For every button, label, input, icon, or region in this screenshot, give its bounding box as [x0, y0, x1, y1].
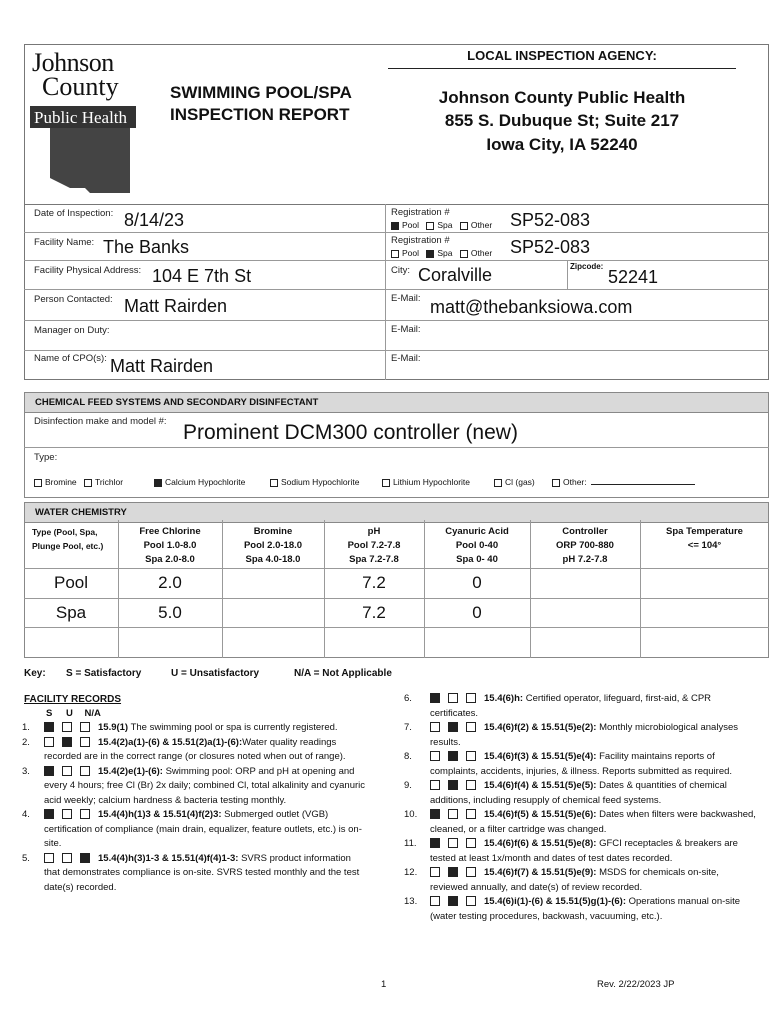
record-text: Operations manual on-site (water testing procedures, backwash, vacuuming, etc.). — [430, 896, 741, 922]
disinfectant-option — [382, 477, 470, 487]
column-header-line: Type (Pool, Spa, — [32, 527, 98, 537]
chem-row-line — [24, 447, 769, 448]
unsatisfactory-checkbox[interactable] — [448, 751, 458, 761]
record-item — [22, 852, 367, 896]
disinfectant-checkbox[interactable] — [34, 479, 42, 487]
disinfectant-option-label: Lithium Hypochlorite — [393, 477, 471, 487]
record-code: 15.9(1) — [98, 722, 129, 733]
agency-label: LOCAL INSPECTION AGENCY: — [467, 48, 657, 63]
disinfectant-option-label: Bromine — [45, 477, 77, 487]
not-applicable-checkbox[interactable] — [80, 722, 90, 732]
pool-option-label: Pool — [402, 220, 420, 230]
email-field-1[interactable]: matt@thebanksiowa.com — [430, 297, 633, 317]
water-chemistry-header: WATER CHEMISTRY — [24, 502, 769, 523]
column-header-line: Spa Temperature — [666, 526, 743, 537]
satisfactory-checkbox[interactable] — [44, 737, 54, 747]
key-unsatisfactory: U = Unsatisfactory — [171, 668, 260, 679]
disinfectant-option — [34, 477, 77, 487]
key-not-applicable: N/A = Not Applicable — [294, 668, 392, 679]
form-row-line — [24, 260, 769, 261]
record-number: 12. — [404, 867, 418, 878]
disinfectant-option-label: Cl (gas) — [505, 477, 535, 487]
column-header — [222, 525, 324, 567]
spa-checkbox-1[interactable] — [426, 222, 434, 230]
title-line-2: INSPECTION REPORT — [170, 105, 350, 124]
date-label: Date of Inspection: — [34, 208, 114, 219]
cpo-label: Name of CPO(s): — [34, 353, 107, 364]
column-header-line: Spa 2.0-8.0 — [145, 554, 195, 565]
registration-label-1: Registration # — [391, 207, 450, 218]
table-cell[interactable]: Pool — [53, 573, 89, 592]
table-cell[interactable]: 0 — [472, 573, 482, 592]
not-applicable-checkbox[interactable] — [466, 751, 476, 761]
contact-field[interactable]: Matt Rairden — [124, 296, 228, 316]
page-number: 1 — [381, 979, 387, 990]
record-number: 3. — [22, 765, 30, 777]
record-code: 15.4(6)f(7) & 15.51(5)e(9): — [484, 867, 597, 878]
registration-field-1[interactable]: SP52-083 — [510, 210, 591, 230]
not-applicable-checkbox[interactable] — [466, 693, 476, 703]
column-header-line — [640, 553, 769, 567]
manager-label: Manager on Duty: — [34, 325, 110, 336]
record-code: 15.4(6)f(2) & 15.51(5)e(2): — [484, 722, 597, 733]
date-field[interactable]: 8/14/23 — [124, 210, 185, 230]
column-header-line: Pool 1.0-8.0 — [143, 540, 197, 551]
record-code: 15.4(2)e(1)-(6): — [98, 765, 163, 777]
record-text: Monthly microbiological analyses results. — [430, 722, 738, 748]
satisfactory-checkbox[interactable] — [430, 780, 440, 790]
not-applicable-checkbox[interactable] — [466, 780, 476, 790]
satisfactory-checkbox[interactable] — [44, 853, 54, 863]
record-item — [404, 721, 756, 750]
pool-checkbox-2[interactable] — [391, 250, 399, 258]
record-item — [404, 692, 756, 721]
record-text: Swimming pool: ORP and pH at opening and every 4 hours; free Cl (Br) 2x daily; combined Cl, total alkalinity and cyanuric acid weekly; calcium hardness & bacteria testing monthly. — [44, 765, 366, 806]
column-header — [324, 525, 424, 567]
satisfactory-checkbox[interactable] — [430, 809, 440, 819]
column-header-line: Spa 7.2-7.8 — [349, 554, 399, 565]
satisfactory-checkbox[interactable] — [430, 751, 440, 761]
unsatisfactory-checkbox[interactable] — [448, 722, 458, 732]
agency-divider — [388, 68, 736, 69]
col-s: S — [46, 708, 53, 719]
record-item — [22, 808, 367, 852]
not-applicable-checkbox[interactable] — [80, 766, 90, 776]
disinfectant-checkbox[interactable] — [270, 479, 278, 487]
column-header-line: Plunge Pool, etc.) — [32, 541, 104, 551]
facility-name-label: Facility Name: — [34, 237, 95, 248]
form-divider — [385, 204, 386, 380]
not-applicable-checkbox[interactable] — [466, 867, 476, 877]
record-number: 13. — [404, 896, 418, 907]
satisfactory-checkbox[interactable] — [430, 722, 440, 732]
agency-name: Johnson County Public Health — [438, 88, 686, 107]
records-right-list — [404, 692, 756, 924]
unsatisfactory-checkbox[interactable] — [448, 867, 458, 877]
record-number: 1. — [22, 722, 30, 733]
zipcode-label: Zipcode: — [570, 262, 604, 271]
disinfectant-option — [270, 477, 359, 487]
contact-label: Person Contacted: — [34, 294, 113, 305]
column-header-line — [32, 553, 126, 567]
form-divider — [567, 260, 568, 289]
column-header-line: ORP 700-880 — [556, 540, 614, 551]
record-item — [404, 750, 756, 779]
registration-field-2[interactable]: SP52-083 — [510, 237, 591, 257]
spa-checkbox-2[interactable] — [426, 250, 434, 258]
key-label: Key: — [24, 668, 46, 679]
column-header-line: Spa 4.0-18.0 — [245, 554, 301, 565]
disinfectant-checkbox[interactable] — [382, 479, 390, 487]
satisfactory-checkbox[interactable] — [430, 896, 440, 906]
city-label: City: — [391, 265, 410, 276]
disinfectant-checkbox[interactable] — [552, 479, 560, 487]
col-na: N/A — [84, 708, 101, 719]
table-cell[interactable]: 7.2 — [362, 573, 386, 592]
satisfactory-checkbox[interactable] — [44, 722, 54, 732]
grid-row-line — [24, 568, 769, 569]
email-label-3: E-Mail: — [391, 353, 421, 364]
record-item — [404, 837, 756, 866]
report-title — [170, 82, 352, 126]
key-satisfactory: S = Satisfactory — [66, 668, 142, 679]
col-u: U — [65, 708, 73, 719]
email-label-1: E-Mail: — [391, 293, 421, 304]
record-item — [22, 721, 367, 736]
column-header-line: Free Chlorine — [139, 526, 201, 537]
column-header-line: Spa 0- 40 — [456, 554, 498, 565]
record-code: 15.4(6)f(3) & 15.51(5)e(4): — [484, 751, 597, 762]
unsatisfactory-checkbox[interactable] — [62, 766, 72, 776]
table-cell[interactable]: 0 — [472, 603, 482, 622]
record-text: Certified operator, lifeguard, first-aid, & CPR certificates. — [430, 693, 712, 719]
pool-checkbox-1[interactable] — [391, 222, 399, 230]
record-number: 7. — [404, 722, 412, 733]
registration-type-1 — [391, 220, 492, 230]
table-cell[interactable]: 5.0 — [158, 603, 182, 622]
record-item — [404, 866, 756, 895]
record-code: 15.4(6)f(5) & 15.51(5)e(6): — [484, 809, 597, 820]
record-text: Facility maintains reports of complaints, accidents, injuries, & illness. Reports submitted as required. — [430, 751, 733, 777]
record-code: 15.4(6)h: — [484, 693, 524, 704]
column-header-line: Cyanuric Acid — [445, 526, 509, 537]
column-header-line: Pool 2.0-18.0 — [243, 540, 303, 551]
unsatisfactory-checkbox[interactable] — [62, 722, 72, 732]
record-item — [22, 765, 367, 809]
column-header-line: Pool 7.2-7.8 — [347, 540, 401, 551]
not-applicable-checkbox[interactable] — [466, 838, 476, 848]
unsatisfactory-checkbox[interactable] — [62, 853, 72, 863]
satisfactory-checkbox[interactable] — [430, 867, 440, 877]
record-number: 6. — [404, 693, 412, 704]
other-checkbox-2[interactable] — [460, 250, 468, 258]
record-text: SVRS product information that demonstrates compliance is on-site. SVRS tested monthly and the test date(s) recorded. — [44, 852, 360, 893]
satisfactory-checkbox[interactable] — [430, 838, 440, 848]
column-header — [530, 525, 640, 567]
record-code: 15.4(6)f(4) & 15.51(5)e(5): — [484, 780, 597, 791]
not-applicable-checkbox[interactable] — [466, 809, 476, 819]
record-code: 15.4(2)a(1)-(6) & 15.51(2)a(1)-(6): — [98, 736, 243, 748]
record-number: 2. — [22, 736, 30, 748]
disinfectant-checkbox[interactable] — [154, 479, 162, 487]
cpo-field[interactable]: Matt Rairden — [110, 356, 214, 376]
other-option-label: Other — [470, 248, 493, 258]
disinfectant-option — [84, 477, 123, 487]
record-code: 15.4(4)h(3)1-3 & 15.51(4)f(4)1-3: — [98, 852, 239, 864]
record-text: Dates & quantities of chemical additions, including resupply of chemical feed systems. — [430, 780, 727, 806]
satisfactory-checkbox[interactable] — [430, 693, 440, 703]
record-item — [404, 808, 756, 837]
email-label-2: E-Mail: — [391, 324, 421, 335]
not-applicable-checkbox[interactable] — [466, 896, 476, 906]
unsatisfactory-checkbox[interactable] — [62, 737, 72, 747]
disinfectant-option-label: Calcium Hypochlorite — [165, 477, 246, 487]
registration-label-2: Registration # — [391, 235, 450, 246]
disinfection-model-label: Disinfection make and model #: — [34, 416, 167, 427]
column-header-line: Pool 0-40 — [455, 540, 499, 551]
spa-option-label: Spa — [437, 248, 453, 258]
agency-city: Iowa City, IA 52240 — [486, 135, 638, 154]
satisfactory-checkbox[interactable] — [44, 766, 54, 776]
record-text: Submerged outlet (VGB) certification of compliance (main drain, equalizer, feature outlets, etc.) is on-site. — [44, 809, 362, 849]
type-label: Type: — [34, 452, 58, 463]
other-option-label: Other — [470, 220, 493, 230]
column-header — [32, 525, 126, 567]
johnson-county-logo — [30, 48, 136, 196]
record-code: 15.4(6)i(1)-(6) & 15.51(5)g(1)-(6): — [484, 896, 626, 907]
column-header — [424, 525, 530, 567]
record-number: 4. — [22, 809, 30, 820]
disinfectant-checkbox[interactable] — [84, 479, 92, 487]
pool-option-label: Pool — [402, 248, 420, 258]
record-code: 15.4(6)f(6) & 15.51(5)e(8): — [484, 838, 597, 849]
logo-line-2: County — [42, 72, 119, 101]
logo-line-3: Public Health — [34, 108, 128, 127]
unsatisfactory-checkbox[interactable] — [448, 780, 458, 790]
spa-option-label: Spa — [437, 220, 453, 230]
zipcode-field[interactable]: 52241 — [608, 267, 659, 287]
revision-note: Rev. 2/22/2023 JP — [597, 979, 675, 990]
column-header-line: pH 7.2-7.8 — [562, 554, 608, 565]
unsatisfactory-checkbox[interactable] — [448, 896, 458, 906]
record-number: 11. — [404, 838, 417, 849]
disinfection-model-field[interactable]: Prominent DCM300 controller (new) — [183, 421, 518, 444]
address-field[interactable]: 104 E 7th St — [152, 266, 252, 286]
disinfectant-option — [552, 477, 695, 487]
column-header-line: pH — [367, 526, 381, 537]
not-applicable-checkbox[interactable] — [80, 853, 90, 863]
table-cell[interactable]: 7.2 — [362, 603, 386, 622]
table-cell[interactable]: Spa — [55, 603, 87, 622]
disinfectant-option-label: Other: — [563, 477, 587, 487]
records-left-list — [22, 721, 367, 895]
agency-address: 855 S. Dubuque St; Suite 217 — [444, 111, 680, 130]
record-text: Dates when filters were backwashed, cleaned, or a filter cartridge was changed. — [430, 809, 756, 835]
unsatisfactory-checkbox[interactable] — [62, 809, 72, 819]
column-header-line: Controller — [562, 526, 608, 537]
record-number: 8. — [404, 751, 412, 762]
address-label: Facility Physical Address: — [34, 265, 142, 276]
title-line-1: SWIMMING POOL/SPA — [170, 83, 352, 102]
chemical-feed-header: CHEMICAL FEED SYSTEMS AND SECONDARY DISINFECTANT — [24, 392, 769, 413]
column-header — [640, 525, 769, 567]
form-row-line — [24, 232, 769, 233]
form-row-line — [24, 350, 769, 351]
city-field[interactable]: Coralville — [418, 265, 493, 285]
unsatisfactory-checkbox[interactable] — [448, 838, 458, 848]
record-number: 5. — [22, 852, 30, 864]
disinfectant-checkbox[interactable] — [494, 479, 502, 487]
grid-row-line — [24, 627, 769, 628]
grid-row-line — [24, 598, 769, 599]
record-code: 15.4(4)h(1)3 & 15.51(4)f(2)3: — [98, 809, 222, 820]
column-header — [118, 525, 222, 567]
column-header-line: <= 104° — [687, 540, 722, 551]
record-item — [404, 895, 756, 924]
unsatisfactory-checkbox[interactable] — [448, 693, 458, 703]
disinfectant-option-label: Sodium Hypochlorite — [281, 477, 360, 487]
facility-records-header: FACILITY RECORDS — [24, 694, 122, 705]
facility-name-field[interactable]: The Banks — [103, 237, 190, 257]
satisfactory-checkbox[interactable] — [44, 809, 54, 819]
disinfectant-option — [494, 477, 535, 487]
form-row-line — [24, 320, 769, 321]
other-checkbox-1[interactable] — [460, 222, 468, 230]
records-column-headers — [46, 708, 101, 719]
not-applicable-checkbox[interactable] — [80, 809, 90, 819]
disinfectant-option-label: Trichlor — [95, 477, 124, 487]
record-text: MSDS for chemicals on-site, reviewed annually, and date(s) of review recorded. — [430, 867, 719, 893]
record-number: 10. — [404, 809, 418, 820]
table-cell[interactable]: 2.0 — [158, 573, 182, 592]
other-type-field[interactable] — [591, 484, 695, 485]
form-row-line — [24, 289, 769, 290]
disinfectant-option — [154, 477, 245, 487]
not-applicable-checkbox[interactable] — [80, 737, 90, 747]
record-text: The swimming pool or spa is currently registered. — [128, 722, 338, 733]
record-text: GFCI receptacles & breakers are tested at least 1x/month and dates of test dates recorded. — [430, 838, 738, 864]
record-text: Water quality readings recorded are in the correct range (or closures noted when out of range). — [44, 736, 346, 762]
unsatisfactory-checkbox[interactable] — [448, 809, 458, 819]
not-applicable-checkbox[interactable] — [466, 722, 476, 732]
registration-type-2 — [391, 248, 492, 258]
record-number: 9. — [404, 780, 412, 791]
record-item — [404, 779, 756, 808]
column-header-line: Bromine — [253, 526, 293, 537]
logo-line-1: Johnson — [32, 48, 114, 77]
record-item — [22, 736, 367, 765]
